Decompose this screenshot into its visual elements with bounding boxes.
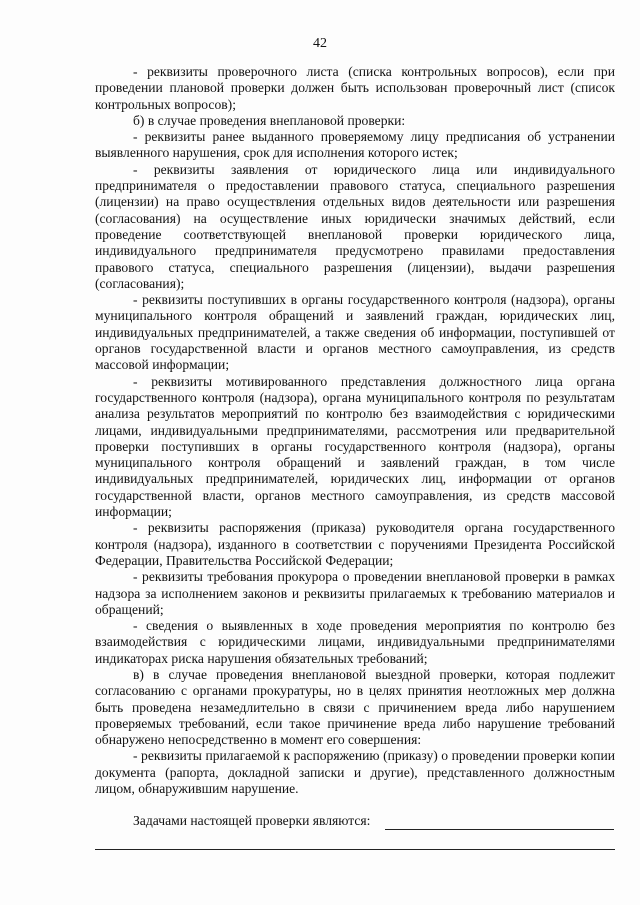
paragraph-motivated-submission-details: - реквизиты мотивированного представления должностного лица органа государственного контроля (надзора), органа муниципального контроля по результатам анализа результатов мероприятий по контролю без взаимодействия с юридическими лицами, индивидуальными предпринимателями, рассмотрения или предварительной проверки поступивших в органы государственного контроля (надзора), органы муниципального контроля обращений и заявлений граждан, в том числе индивидуальных предпринимателей, юридических лиц, информации от органов государственной власти, органов местного самоуправления, из средств массовой информации; xyxy=(95,373,615,520)
tasks-fill-in-line xyxy=(385,829,614,830)
paragraph-urgent-onsite-inspection: в) в случае проведения внеплановой выездной проверки, которая подлежит согласованию с органами прокуратуры, но в целях принятия неотложных мер должна быть проведена незамедлительно в связи с причинением вреда либо нарушением проверяемых требований, если такое причинение вреда либо нарушение требований обнаружено непосредственно в момент его совершения: xyxy=(95,666,615,748)
tasks-fill-in-line-continued xyxy=(95,849,615,850)
paragraph-checklist-details: - реквизиты проверочного листа (списка контрольных вопросов), если при проведении плановой проверки должен быть использован проверочный лист (список контрольных вопросов); xyxy=(95,64,615,112)
paragraph-attached-document-details: - реквизиты прилагаемой к распоряжению (приказу) о проведении проверки копии документа (рапорта, докладной записки и другие), представленного должностным лицом, обнаружившим нарушение. xyxy=(95,748,615,797)
paragraph-risk-indicators: - сведения о выявленных в ходе проведения мероприятия по контролю без взаимодействия с юридическими лицами, индивидуальными предпринимателями индикаторах риска нарушения обязательных требований; xyxy=(95,618,615,666)
paragraph-prior-order-details: - реквизиты ранее выданного проверяемому лицу предписания об устранении выявленного нарушения, срок для исполнения которого истек; xyxy=(95,129,615,161)
page-number: 42 xyxy=(313,36,327,51)
document-body xyxy=(95,64,615,797)
paragraph-prosecutor-demand-details: - реквизиты требования прокурора о проведении внеплановой проверки в рамках надзора за исполнением законов и реквизиты прилагаемых к требованию материалов и обращений; xyxy=(95,569,615,617)
paragraph-complaints-details: - реквизиты поступивших в органы государственного контроля (надзора), органы муниципального контроля обращений и заявлений граждан, юридических лиц, индивидуальных предпринимателей, а также сведения об информации, поступившей от органов государственной власти и органов местного самоуправления, из средств массовой информации; xyxy=(95,292,615,373)
inspection-tasks-label: Задачами настоящей проверки являются: xyxy=(133,813,371,828)
paragraph-application-details: - реквизиты заявления от юридического лица или индивидуального предпринимателя о предоставлении правового статуса, специального разрешения (лицензии) на право осуществления отдельных видов деятельности или разрешения (согласования) на осуществление иных юридически значимых действий, если проведение соответствующей внеплановой проверки юридического лица, индивидуального предпринимателя предусмотрено правилами предоставления правового статуса, специального разрешения (лицензии), выдачи разрешения (согласования); xyxy=(95,161,615,291)
paragraph-unscheduled-inspection-heading: б) в случае проведения внеплановой проверки: xyxy=(133,112,406,128)
paragraph-head-order-details: - реквизиты распоряжения (приказа) руководителя органа государственного контроля (надзора), изданного в соответствии с поручениями Президента Российской Федерации, Правительства Российской Федерации; xyxy=(95,520,615,568)
